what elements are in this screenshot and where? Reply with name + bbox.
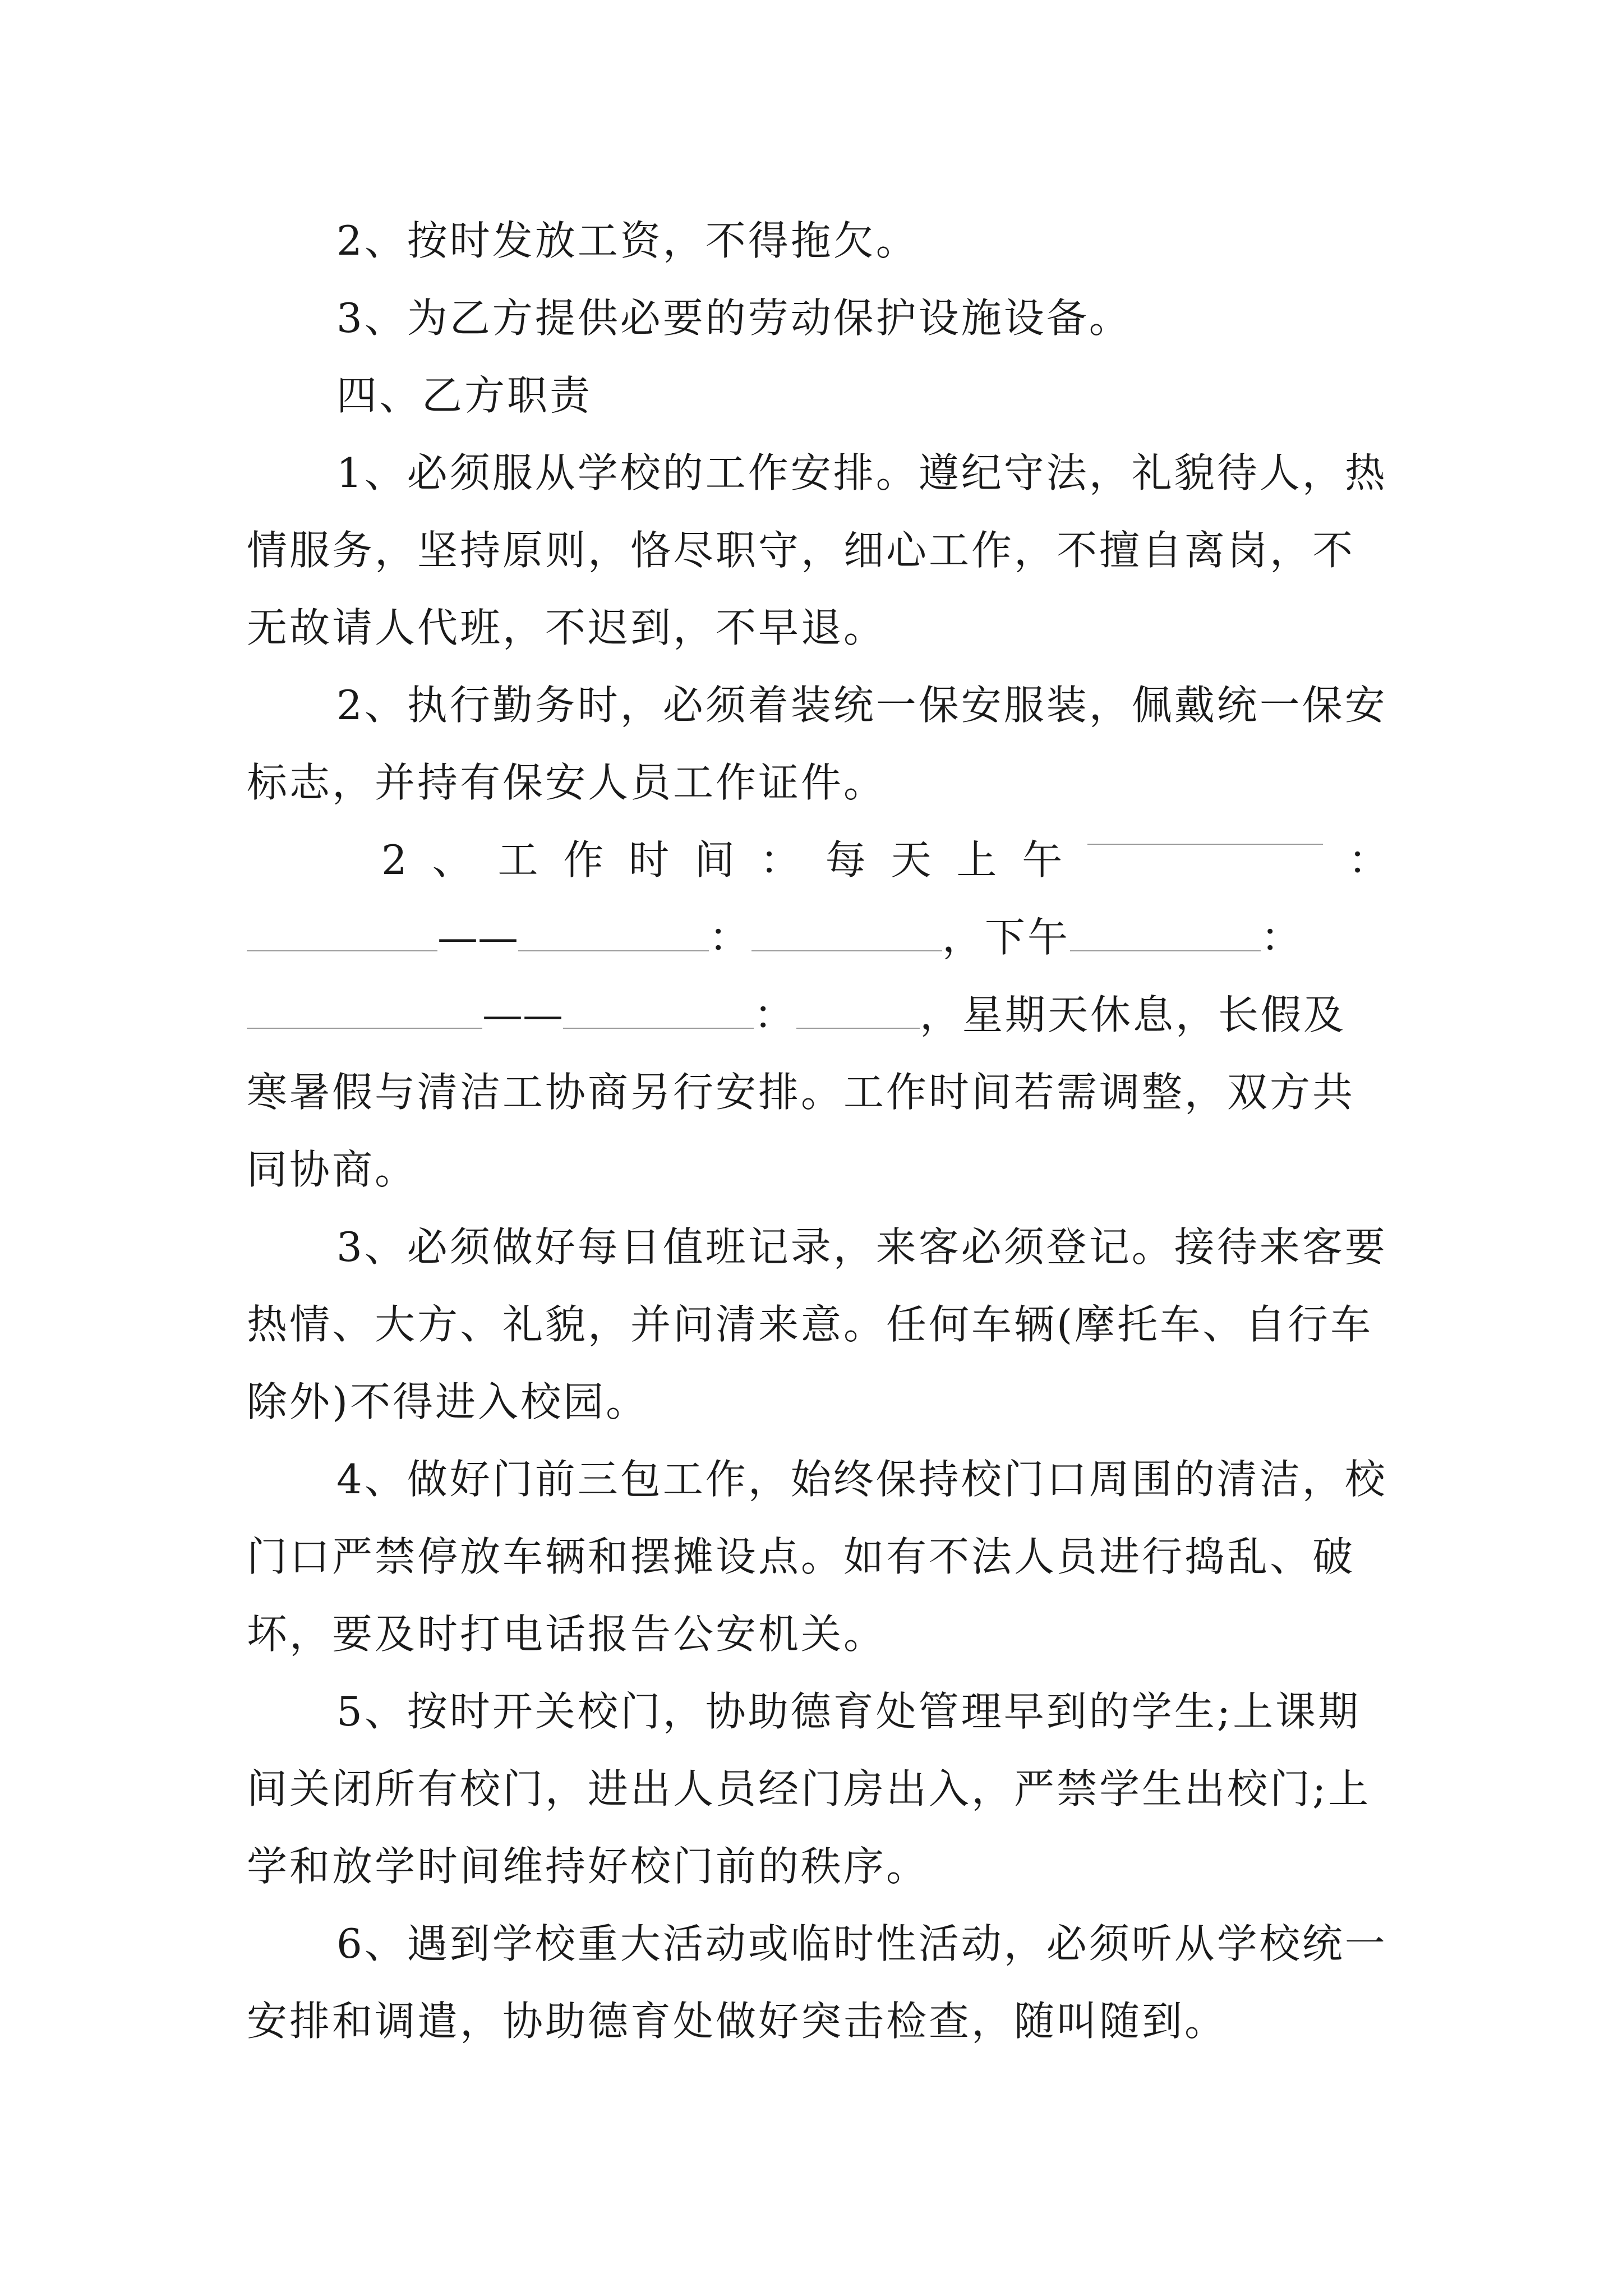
document-body — [247, 202, 1389, 2060]
paragraph-protection-equipment: 3、为乙方提供必要的劳动保护设施设备。 — [336, 295, 1132, 342]
paragraph-uniform: 2、执行勤务时，必须着装统一保安服装，佩戴统一保安标志，并持有保安人员工作证件。 — [247, 682, 1387, 806]
dash: —— — [437, 914, 518, 961]
wh-char: 、 — [432, 836, 473, 884]
paragraph-gate-cleanliness: 4、做好门前三包工作，始终保持校门口周围的清洁，校门口严禁停放车辆和摆摊设点。如有不法人员进行捣乱、破坏，要及时打电话报告公安机关。 — [247, 1456, 1387, 1658]
blank-afternoon-end-minute — [796, 1005, 920, 1029]
blank-morning-start-minute — [247, 928, 437, 951]
colon: ： — [1261, 914, 1304, 961]
working-hours-line-1 — [247, 821, 1389, 899]
working-hours-rest: ，星期天休息，长假及寒暑假与清洁工协商另行安排。工作时间若需调整，双方共同协商。 — [247, 991, 1355, 1193]
wh-char: 午 — [1022, 836, 1063, 884]
wh-char: ： — [759, 836, 800, 884]
paragraph-working-hours — [247, 821, 1389, 1208]
wh-char: 天 — [891, 836, 932, 884]
working-hours-line-2 — [247, 899, 1389, 976]
colon: ： — [709, 914, 752, 961]
wh-char: 上 — [956, 836, 997, 884]
wh-char: 2 — [381, 836, 407, 884]
wh-char: ： — [1348, 836, 1389, 884]
dash: —— — [482, 991, 563, 1038]
blank-afternoon-end-hour — [563, 1005, 754, 1029]
wh-char: 每 — [825, 836, 866, 884]
paragraph-duty-records: 3、必须做好每日值班记录，来客必须登记。接待来客要热情、大方、礼貌，并问清来意。任何车辆(摩托车、自行车除外)不得进入校园。 — [247, 1223, 1387, 1425]
blank-afternoon-start-hour — [1070, 928, 1261, 951]
blank-morning-end-hour — [518, 928, 709, 951]
wh-char: 间 — [694, 836, 735, 884]
paragraph-pay-wages: 2、按时发放工资，不得拖欠。 — [336, 217, 919, 264]
paragraph-obey-arrangements: 1、必须服从学校的工作安排。遵纪守法，礼貌待人，热情服务，坚持原则，恪尽职守，细心工作，不擅自离岗，不无故请人代班，不迟到，不早退。 — [247, 449, 1387, 651]
paragraph-major-activities: 6、遇到学校重大活动或临时性活动，必须听从学校统一安排和调遣，协助德育处做好突击检查，随叫随到。 — [247, 1920, 1387, 2045]
working-hours-line-3 — [247, 976, 1389, 1208]
paragraph-gate-opening: 5、按时开关校门，协助德育处管理早到的学生;上课期间关闭所有校门，进出人员经门房出入，严禁学生出校门;上学和放学时间维持好校门前的秩序。 — [247, 1688, 1371, 1890]
wh-char: 时 — [629, 836, 670, 884]
wh-char: 作 — [563, 836, 604, 884]
colon: ： — [754, 991, 797, 1038]
blank-afternoon-start-minute — [247, 1005, 482, 1029]
afternoon-label: ，下午 — [942, 914, 1071, 961]
section-heading-party-b-duties: 四、乙方职责 — [336, 372, 593, 419]
blank-morning-start-hour — [1087, 821, 1323, 845]
blank-morning-end-minute — [751, 928, 942, 951]
wh-char: 工 — [497, 836, 538, 884]
